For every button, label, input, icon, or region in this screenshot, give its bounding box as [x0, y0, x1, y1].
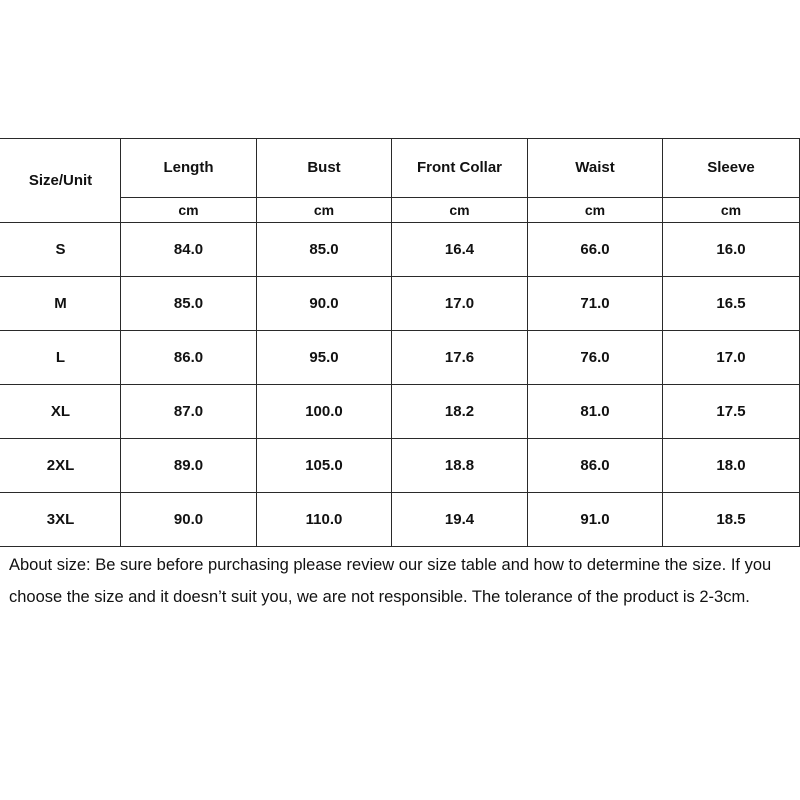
- table-unit-row: [1, 198, 800, 223]
- value-cell: 18.2: [392, 385, 528, 439]
- size-notes-text: About size: Be sure before purchasing please review our size table and how to determine the size. If you choose the size and it doesn’t suit you, we are not responsible. The tolerance of the product is 2-3cm.: [9, 556, 772, 606]
- unit-cell: cm: [528, 198, 663, 223]
- value-cell: 89.0: [121, 439, 257, 493]
- table-row: [1, 331, 800, 385]
- value-cell: 84.0: [121, 223, 257, 277]
- size-unit-label: Size/Unit: [28, 172, 93, 189]
- value-cell: 17.0: [392, 277, 528, 331]
- size-cell: M: [1, 277, 121, 331]
- column-header-label: Length: [163, 158, 214, 176]
- table-row: [1, 493, 800, 547]
- column-header-waist: [528, 139, 663, 198]
- value-cell: 110.0: [257, 493, 392, 547]
- size-cell: 3XL: [1, 493, 121, 547]
- value-cell: 16.5: [663, 277, 800, 331]
- table-row: [1, 277, 800, 331]
- value-cell: 16.0: [663, 223, 800, 277]
- value-cell: 81.0: [528, 385, 663, 439]
- column-header-label: Bust: [307, 158, 341, 176]
- unit-cell: cm: [392, 198, 528, 223]
- value-cell: 66.0: [528, 223, 663, 277]
- value-cell: 76.0: [528, 331, 663, 385]
- table-row: [1, 223, 800, 277]
- value-cell: 17.6: [392, 331, 528, 385]
- size-cell: S: [1, 223, 121, 277]
- value-cell: 85.0: [121, 277, 257, 331]
- size-cell: L: [1, 331, 121, 385]
- table-row: [1, 385, 800, 439]
- value-cell: 90.0: [121, 493, 257, 547]
- value-cell: 18.8: [392, 439, 528, 493]
- size-unit-header: [1, 139, 121, 223]
- value-cell: 85.0: [257, 223, 392, 277]
- value-cell: 17.0: [663, 331, 800, 385]
- value-cell: 90.0: [257, 277, 392, 331]
- size-table: [0, 138, 800, 547]
- column-header-label: Sleeve: [707, 158, 755, 176]
- value-cell: 95.0: [257, 331, 392, 385]
- size-notes: [9, 550, 794, 613]
- column-header-label: Front Collar: [417, 158, 502, 176]
- unit-cell: cm: [257, 198, 392, 223]
- table-header-row: [1, 139, 800, 198]
- value-cell: 105.0: [257, 439, 392, 493]
- value-cell: 86.0: [528, 439, 663, 493]
- column-header-sleeve: [663, 139, 800, 198]
- value-cell: 86.0: [121, 331, 257, 385]
- value-cell: 19.4: [392, 493, 528, 547]
- column-header-front-collar: [392, 139, 528, 198]
- size-cell: 2XL: [1, 439, 121, 493]
- value-cell: 100.0: [257, 385, 392, 439]
- unit-cell: cm: [121, 198, 257, 223]
- value-cell: 87.0: [121, 385, 257, 439]
- column-header-label: Waist: [575, 158, 615, 176]
- table-row: [1, 439, 800, 493]
- value-cell: 17.5: [663, 385, 800, 439]
- value-cell: 18.0: [663, 439, 800, 493]
- unit-cell: cm: [663, 198, 800, 223]
- value-cell: 18.5: [663, 493, 800, 547]
- size-cell: XL: [1, 385, 121, 439]
- value-cell: 16.4: [392, 223, 528, 277]
- column-header-bust: [257, 139, 392, 198]
- value-cell: 91.0: [528, 493, 663, 547]
- column-header-length: [121, 139, 257, 198]
- value-cell: 71.0: [528, 277, 663, 331]
